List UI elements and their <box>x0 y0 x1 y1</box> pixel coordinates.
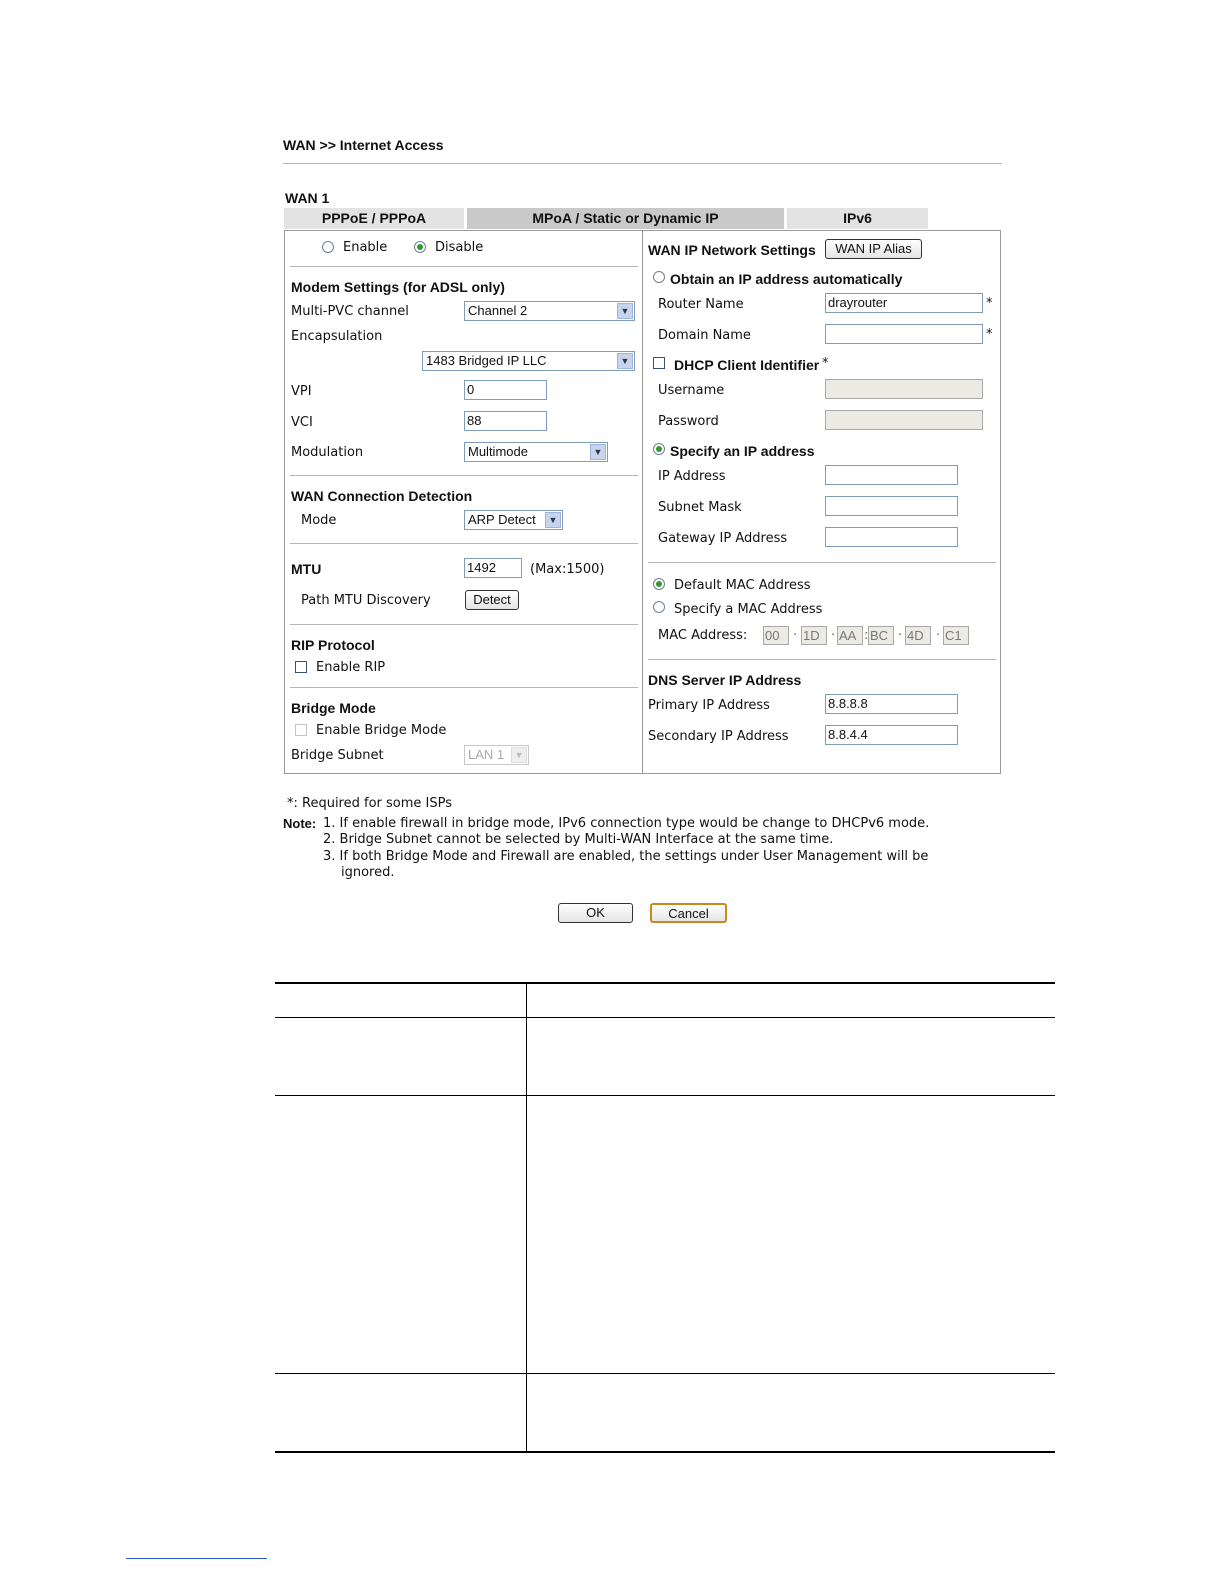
chevron-down-icon: ▼ <box>617 303 633 319</box>
detect-button[interactable]: Detect <box>465 590 519 610</box>
default-mac-radio[interactable] <box>653 578 665 590</box>
subnet-mask-label: Subnet Mask <box>658 500 742 515</box>
specify-mac-radio[interactable] <box>653 601 665 613</box>
specify-ip-label: Specify an IP address <box>670 443 815 459</box>
table-row-divider <box>275 1095 1055 1096</box>
enable-bridge-checkbox[interactable] <box>295 724 307 736</box>
gateway-label: Gateway IP Address <box>658 531 788 546</box>
note-line-3-continued: ignored. <box>341 865 395 880</box>
note-line-3: 3. If both Bridge Mode and Firewall are enabled, the settings under User Management will be <box>323 849 929 864</box>
mac-octet-6[interactable]: C1 <box>943 626 969 645</box>
ip-address-input[interactable] <box>825 465 958 485</box>
chevron-down-icon: ▼ <box>545 512 561 528</box>
specify-mac-label: Specify a MAC Address <box>674 602 823 617</box>
mac-octet-3[interactable]: AA <box>837 626 863 645</box>
password-input[interactable] <box>825 410 983 430</box>
enable-rip-checkbox[interactable] <box>295 661 307 673</box>
required-note: *: Required for some ISPs <box>287 796 453 811</box>
mtu-input[interactable]: 1492 <box>464 558 522 578</box>
enable-label: Enable <box>343 240 388 255</box>
enable-radio[interactable] <box>322 241 334 253</box>
multi-pvc-label: Multi-PVC channel <box>291 304 409 319</box>
table-row-divider <box>275 1017 1055 1018</box>
disable-radio[interactable] <box>414 241 426 253</box>
footer-link-underline <box>126 1558 267 1559</box>
bridge-subnet-value: LAN 1 <box>468 747 505 762</box>
mac-octet-1[interactable]: 00 <box>763 626 789 645</box>
divider <box>648 562 996 564</box>
breadcrumb-divider <box>283 163 1002 165</box>
specify-ip-radio[interactable] <box>653 443 665 455</box>
subnet-mask-input[interactable] <box>825 496 958 516</box>
mac-separator: · <box>793 628 798 643</box>
chevron-down-icon: ▼ <box>511 747 527 763</box>
domain-name-input[interactable] <box>825 324 983 344</box>
modem-settings-heading: Modem Settings (for ADSL only) <box>291 279 505 295</box>
detection-mode-select[interactable] <box>464 510 563 530</box>
enable-rip-label: Enable RIP <box>316 660 386 675</box>
mac-octet-2[interactable]: 1D <box>801 626 827 645</box>
rip-protocol-heading: RIP Protocol <box>291 637 375 653</box>
detection-mode-value: ARP Detect <box>468 512 536 527</box>
section-title: WAN 1 <box>285 190 330 206</box>
router-name-label: Router Name <box>658 297 744 312</box>
divider <box>290 475 638 477</box>
tab-pppoe-pppoa[interactable]: PPPoE / PPPoA <box>284 208 464 229</box>
tab-ipv6[interactable]: IPv6 <box>787 208 928 229</box>
divider <box>290 543 638 545</box>
multi-pvc-value: Channel 2 <box>468 303 528 318</box>
dhcp-client-id-checkbox[interactable] <box>653 357 665 369</box>
vci-label: VCI <box>291 415 313 430</box>
required-mark: * <box>822 356 829 371</box>
bridge-subnet-label: Bridge Subnet <box>291 748 384 763</box>
vpi-input[interactable]: 0 <box>464 380 547 400</box>
modulation-label: Modulation <box>291 445 364 460</box>
path-mtu-label: Path MTU Discovery <box>301 593 431 608</box>
encapsulation-label: Encapsulation <box>291 329 383 344</box>
cancel-button[interactable]: Cancel <box>650 903 727 923</box>
username-input[interactable] <box>825 379 983 399</box>
primary-dns-label: Primary IP Address <box>648 698 770 713</box>
divider <box>290 266 638 268</box>
gateway-input[interactable] <box>825 527 958 547</box>
divider <box>290 624 638 626</box>
bridge-subnet-select[interactable] <box>464 745 529 765</box>
secondary-dns-input[interactable]: 8.8.4.4 <box>825 725 958 745</box>
wan-ip-settings-heading: WAN IP Network Settings <box>648 242 816 258</box>
wan-ip-alias-button[interactable]: WAN IP Alias <box>825 239 922 259</box>
domain-name-label: Domain Name <box>658 328 751 343</box>
mac-separator: · <box>898 628 903 643</box>
required-mark: * <box>986 296 993 311</box>
wan-connection-detection-heading: WAN Connection Detection <box>291 488 473 504</box>
divider <box>648 659 996 661</box>
tab-mpoa-static-dynamic[interactable]: MPoA / Static or Dynamic IP <box>467 208 784 229</box>
table-column-divider <box>526 983 527 1451</box>
chevron-down-icon: ▼ <box>590 444 606 460</box>
mode-label: Mode <box>301 513 337 528</box>
obtain-auto-label: Obtain an IP address automatically <box>670 271 903 287</box>
modulation-select[interactable] <box>464 442 608 462</box>
ip-address-label: IP Address <box>658 469 726 484</box>
router-name-input[interactable]: drayrouter <box>825 293 983 313</box>
table-bottom-rule <box>275 1451 1055 1453</box>
mtu-heading: MTU <box>291 561 322 577</box>
enable-bridge-label: Enable Bridge Mode <box>316 723 447 738</box>
mac-separator: · <box>831 628 836 643</box>
username-label: Username <box>658 383 725 398</box>
vci-input[interactable]: 88 <box>464 411 547 431</box>
modulation-value: Multimode <box>468 444 528 459</box>
encapsulation-select[interactable] <box>422 351 635 371</box>
obtain-auto-radio[interactable] <box>653 271 665 283</box>
mac-octet-5[interactable]: 4D <box>905 626 931 645</box>
mac-separator: : <box>864 628 869 643</box>
vpi-label: VPI <box>291 384 312 399</box>
mtu-max-label: (Max:1500) <box>530 562 605 577</box>
chevron-down-icon: ▼ <box>617 353 633 369</box>
table-row-divider <box>275 1373 1055 1374</box>
required-mark: * <box>986 327 993 342</box>
dns-heading: DNS Server IP Address <box>648 672 802 688</box>
dhcp-client-id-label: DHCP Client Identifier <box>674 357 820 373</box>
divider <box>290 687 638 689</box>
breadcrumb: WAN >> Internet Access <box>283 137 444 153</box>
ok-button[interactable]: OK <box>558 903 633 923</box>
mac-address-label: MAC Address: <box>658 628 748 643</box>
note-line-2: 2. Bridge Subnet cannot be selected by Multi-WAN Interface at the same time. <box>323 832 834 847</box>
multi-pvc-select[interactable] <box>464 301 635 321</box>
mac-separator: · <box>936 628 941 643</box>
secondary-dns-label: Secondary IP Address <box>648 729 789 744</box>
table-top-rule <box>275 982 1055 984</box>
encapsulation-value: 1483 Bridged IP LLC <box>426 353 547 368</box>
note-label: Note: <box>283 816 317 831</box>
disable-label: Disable <box>435 240 484 255</box>
note-line-1: 1. If enable firewall in bridge mode, IPv6 connection type would be change to DHCPv6 mode. <box>323 816 930 831</box>
primary-dns-input[interactable]: 8.8.8.8 <box>825 694 958 714</box>
bridge-mode-heading: Bridge Mode <box>291 700 376 716</box>
default-mac-label: Default MAC Address <box>674 578 811 593</box>
password-label: Password <box>658 414 719 429</box>
mac-octet-4[interactable]: BC <box>868 626 894 645</box>
